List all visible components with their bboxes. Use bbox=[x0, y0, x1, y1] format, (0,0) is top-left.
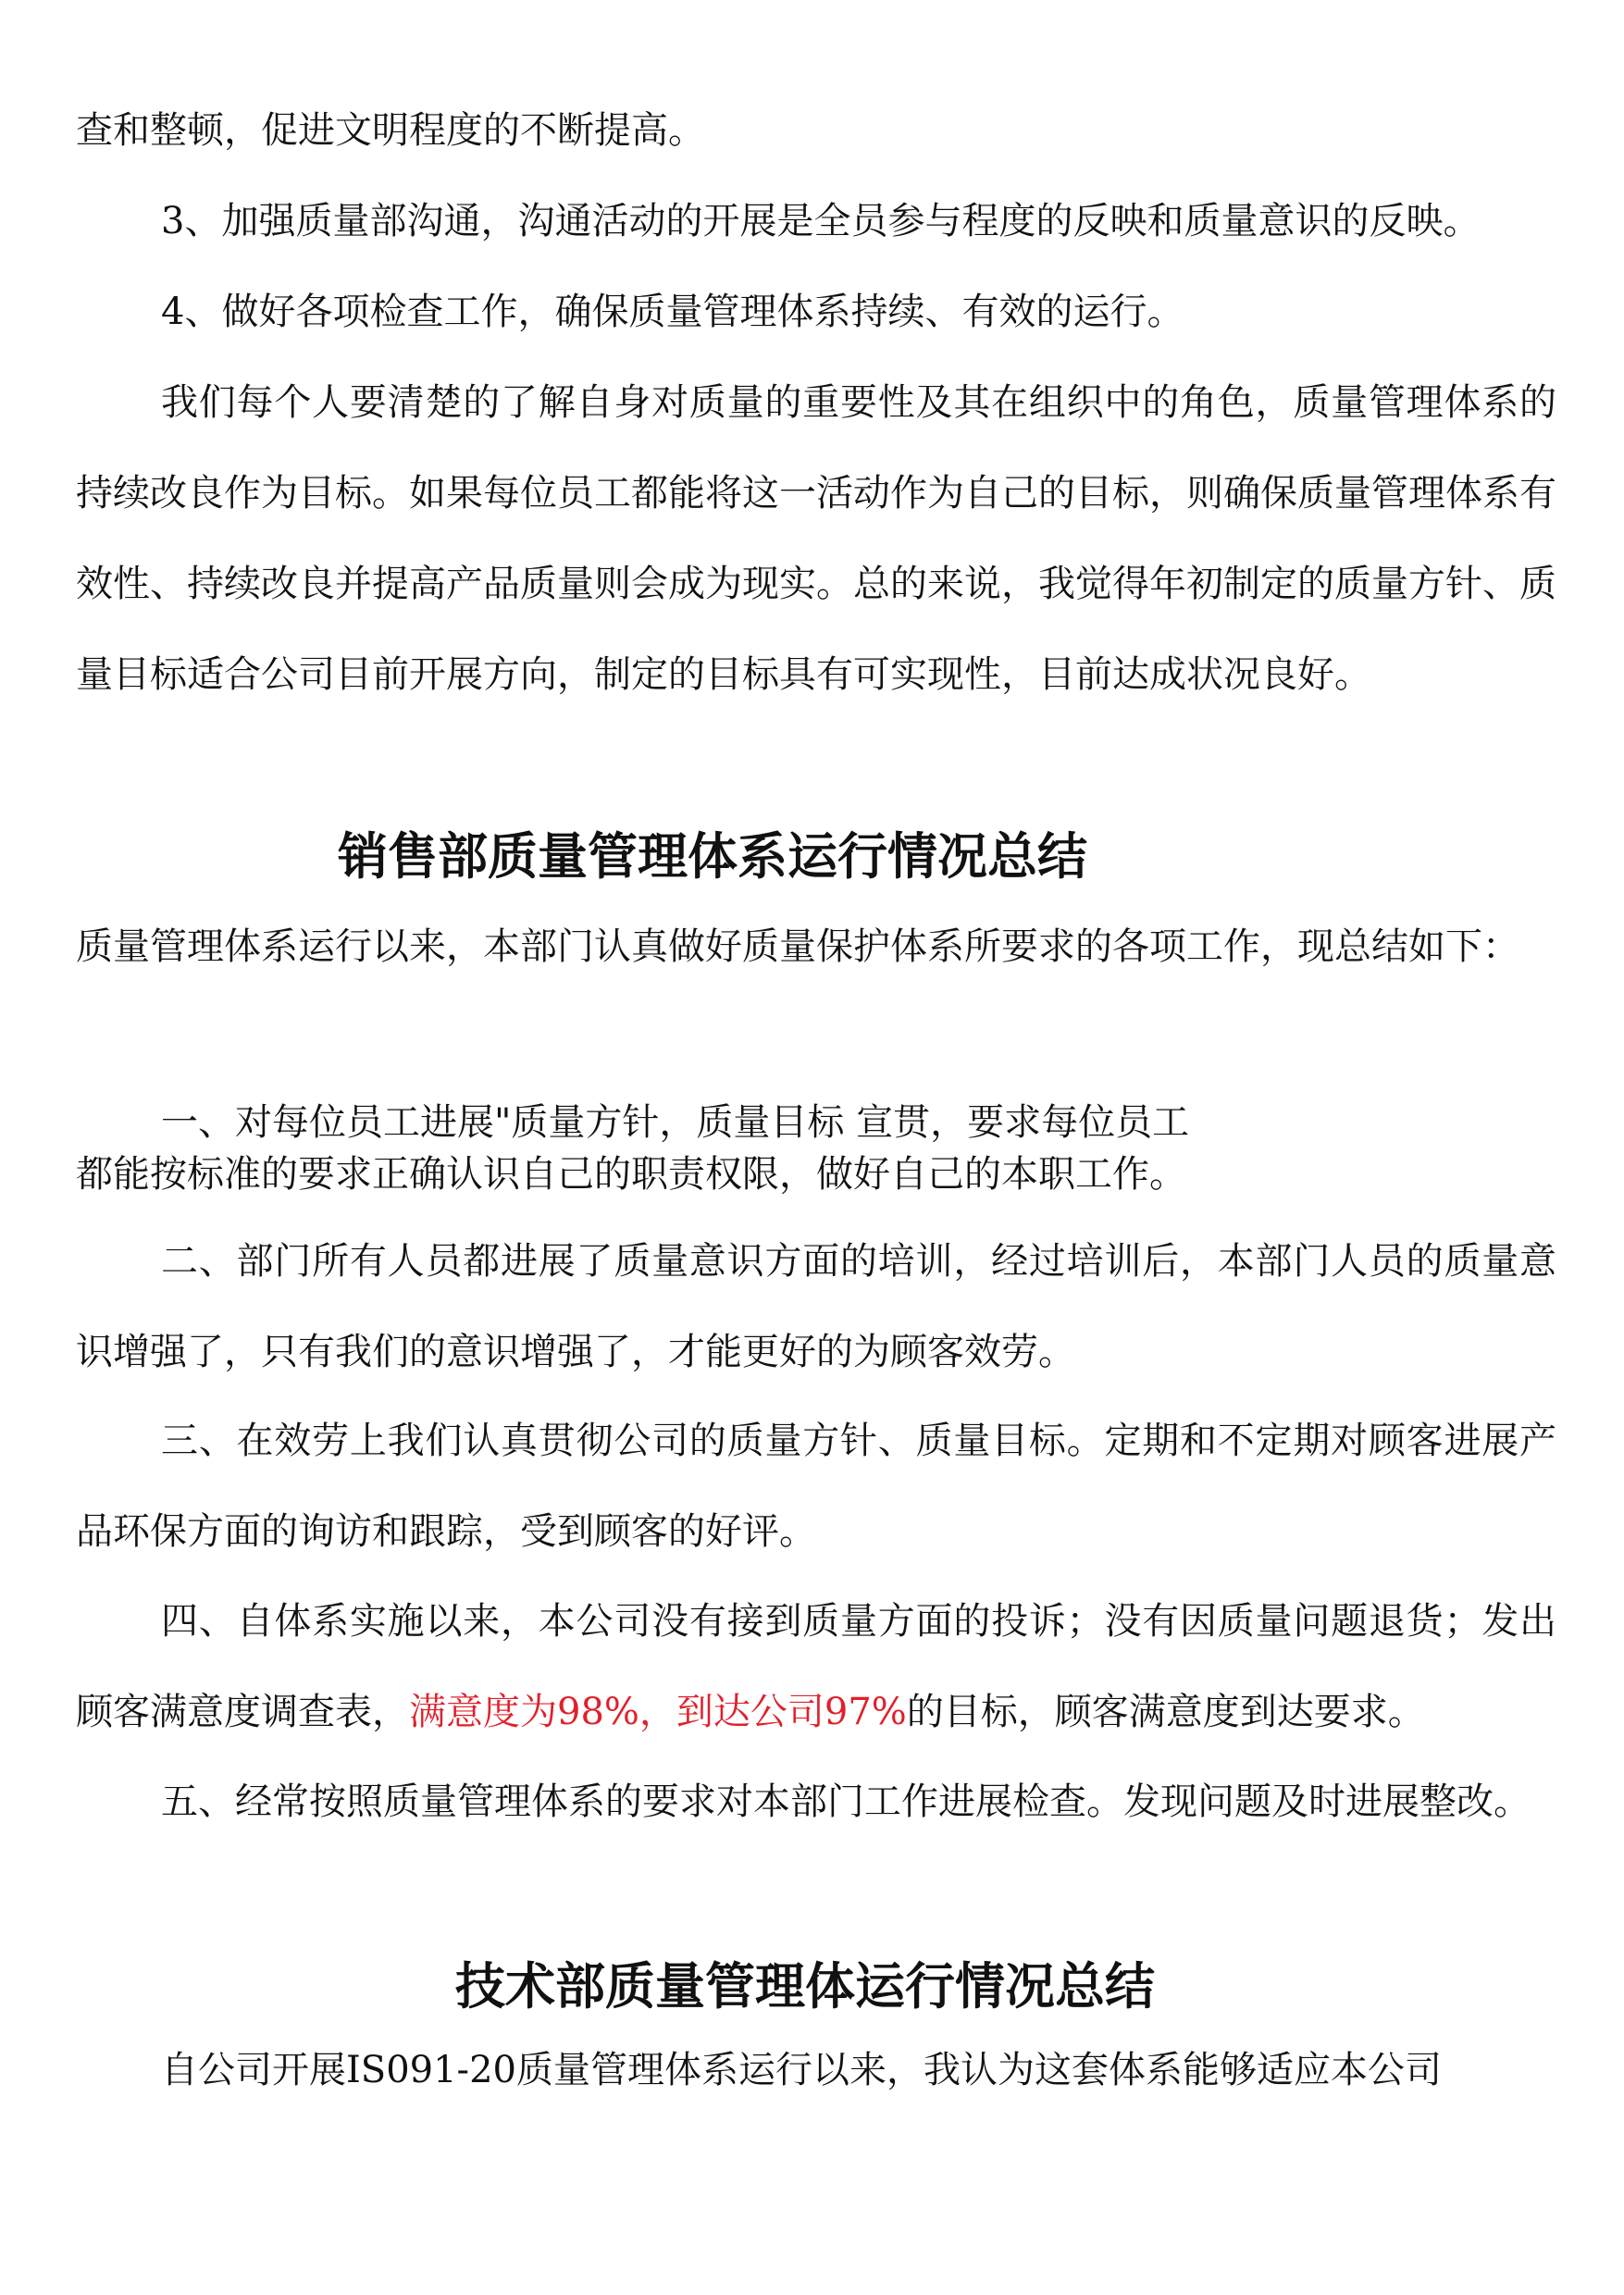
paragraph-item-4: 4、做好各项检查工作，确保质量管理体系持续、有效的运行。 bbox=[161, 291, 1184, 333]
satisfaction-highlight: 满意度为98%，到达公司97% bbox=[409, 1691, 907, 1733]
paragraph-sales-item-5: 五、经常按照质量管理体系的要求对本部门工作进展检查。发现问题及时进展整改。 bbox=[161, 1780, 1531, 1823]
paragraph-sales-intro: 质量管理体系运行以来，本部门认真做好质量保护体系所要求的各项工作，现总结如下： bbox=[76, 925, 1519, 968]
paragraph-continuation: 查和整顿，促进文明程度的不断提高。 bbox=[76, 109, 705, 152]
sales-item-4-text-a: 四、自体系实施以来，本公司没有接到质量方面的投诉；没有因质量问题退货；发出顾客满意度调查表， bbox=[76, 1600, 1556, 1733]
paragraph-sales-item-2: 二、部门所有人员都进展了质量意识方面的培训，经过培训后，本部门人员的质量意识增强了，只有我们的意识增强了，才能更好的为顾客效劳。 bbox=[76, 1240, 1556, 1373]
paragraph-sales-item-3: 三、在效劳上我们认真贯彻公司的质量方针、质量目标。定期和不定期对顾客进展产品环保方面的询访和跟踪，受到顾客的好评。 bbox=[76, 1420, 1556, 1553]
paragraph-item-3: 3、加强质量部沟通，沟通活动的开展是全员参与程度的反映和质量意识的反映。 bbox=[161, 200, 1481, 242]
paragraph-sales-item-4 bbox=[76, 1576, 1556, 1757]
paragraph-tech-intro: 自公司开展IS091-20质量管理体系运行以来，我认为这套体系能够适应本公司 bbox=[161, 2049, 1442, 2091]
sales-item-4-text-b: 的目标，顾客满意度到达要求。 bbox=[906, 1691, 1425, 1733]
section-title-sales: 销售部质量管理体系运行情况总结 bbox=[338, 826, 1087, 886]
paragraph-summary: 我们每个人要清楚的了解自身对质量的重要性及其在组织中的角色，质量管理体系的持续改良作为目标。如果每位员工都能将这一活动作为自己的目标，则确保质量管理体系有效性、持续改良并提高产品质量则会成为现实。总的来说，我觉得年初制定的质量方针、质量目标适合公司目前开展方向，制定的目标具有可实现性，目前达成状况良好。 bbox=[76, 381, 1556, 696]
paragraph-sales-item-1-line-2: 都能按标准的要求正确认识自己的职责权限，做好自己的本职工作。 bbox=[76, 1153, 1186, 1196]
paragraph-sales-item-1-line-1: 一、对每位员工进展"质量方针，质量目标 宣贯，要求每位员工 bbox=[161, 1101, 1190, 1144]
section-title-tech: 技术部质量管理体运行情况总结 bbox=[455, 1956, 1155, 2016]
